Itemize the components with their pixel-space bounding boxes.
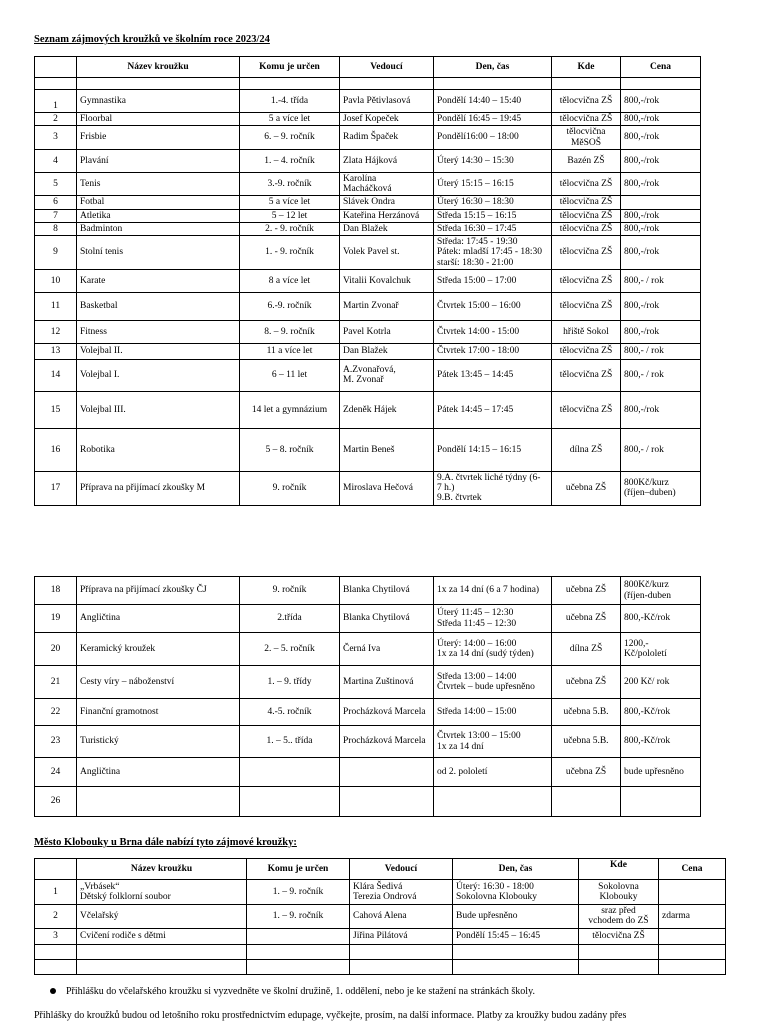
cell-leader: Dan Blažek [340, 343, 434, 359]
cell-club-name: Gymnastika [77, 90, 240, 113]
cell-place: tělocvična ZŠ [552, 391, 621, 428]
cell-audience: 2.třída [240, 605, 340, 633]
header-place: Kde [552, 57, 621, 78]
cell-club-name: Keramický kroužek [77, 633, 240, 666]
cell-club-name: Včelařský [77, 905, 247, 929]
cell-audience: 5 a více let [240, 113, 340, 126]
cell-day-time: Středa: 17:45 - 19:30 Pátek: mladší 17:45 - 18:30 starší: 18:30 - 21:00 [434, 236, 552, 270]
table-row [35, 343, 701, 359]
cell-leader: Martin Beneš [340, 428, 434, 471]
cell-row-number: 23 [35, 726, 77, 758]
cell-place: sraz před vchodem do ZŠ [579, 905, 659, 929]
cell-leader: Vitalii Kovalchuk [340, 269, 434, 292]
cell-row-number: 15 [35, 391, 77, 428]
cell-price: zdarma [659, 905, 726, 929]
cell-day-time [434, 787, 552, 817]
cell-audience: 1. – 9. ročník [247, 905, 350, 929]
cell-price: 800,- / rok [621, 343, 701, 359]
cell-price: 1200,- Kč/pololetí [621, 633, 701, 666]
cell-row-number: 14 [35, 359, 77, 391]
cell-price: 800,-/rok [621, 222, 701, 235]
cell-price: 800,-/rok [621, 391, 701, 428]
cell-day-time: Bude upřesněno [453, 905, 579, 929]
table-row [35, 928, 726, 944]
cell-price: 200 Kč/ rok [621, 666, 701, 699]
cell-audience: 1. - 9. ročník [240, 236, 340, 270]
cell-leader [350, 944, 453, 959]
cell-audience: 1. – 4. ročník [240, 149, 340, 172]
cell-place: tělocvična ZŠ [552, 209, 621, 222]
table-row [35, 209, 701, 222]
cell-price: 800,-/rok [621, 209, 701, 222]
cell-price: 800,- / rok [621, 269, 701, 292]
cell-audience [247, 959, 350, 974]
cell-place: tělocvična ZŠ [552, 292, 621, 320]
cell-club-name: Tenis [77, 172, 240, 196]
cell-club-name: Angličtina [77, 758, 240, 787]
table-row [35, 577, 701, 605]
cell-club-name: Volejbal III. [77, 391, 240, 428]
city-header-number [35, 859, 77, 880]
table-row [35, 269, 701, 292]
city-header-leader: Vedoucí [350, 859, 453, 880]
cell-audience: 6 – 11 let [240, 359, 340, 391]
table-row [35, 633, 701, 666]
city-header-audience: Komu je určen [247, 859, 350, 880]
table-row [35, 666, 701, 699]
cell-leader: Josef Kopeček [340, 113, 434, 126]
cell-day-time: Čtvrtek 15:00 – 16:00 [434, 292, 552, 320]
cell-place [552, 787, 621, 817]
cell-audience: 6. – 9. ročník [240, 126, 340, 150]
cell-price: 800,-/rok [621, 149, 701, 172]
cell-price [621, 787, 701, 817]
cell-audience: 3.-9. ročník [240, 172, 340, 196]
table-row [35, 90, 701, 113]
cell-leader: Kateřina Herzánová [340, 209, 434, 222]
cell-row-number: 6 [35, 196, 77, 209]
cell-leader: Blanka Chytilová [340, 577, 434, 605]
cell-club-name: Stolní tenis [77, 236, 240, 270]
cell-place [579, 944, 659, 959]
cell-price: 800,-Kč/rok [621, 605, 701, 633]
cell-club-name: Robotika [77, 428, 240, 471]
cell-day-time: Čtvrtek 13:00 – 15:00 1x za 14 dní [434, 726, 552, 758]
cell-place: tělocvična ZŠ [552, 113, 621, 126]
table-row [35, 320, 701, 343]
cell-leader: Procházková Marcela [340, 726, 434, 758]
table-row [35, 172, 701, 196]
cell-place: tělocvična ZŠ [552, 359, 621, 391]
cell-row-number [35, 959, 77, 974]
cell-place: tělocvična ZŠ [552, 90, 621, 113]
cell-club-name: Floorbal [77, 113, 240, 126]
note-beekeeping-text: Přihlášku do včelařského kroužku si vyzvedněte ve školní družině, 1. oddělení, nebo je ke stažení na stránkách školy. [66, 986, 535, 997]
cell-price: 800,-/rok [621, 172, 701, 196]
table-row [35, 222, 701, 235]
cell-row-number [35, 944, 77, 959]
cell-row-number: 11 [35, 292, 77, 320]
cell-place: učebna ZŠ [552, 758, 621, 787]
cell-club-name: Atletika [77, 209, 240, 222]
cell-price: 800,-/rok [621, 113, 701, 126]
table-row [35, 149, 701, 172]
cell-row-number: 8 [35, 222, 77, 235]
cell-place: tělocvična ZŠ [552, 196, 621, 209]
table-row [35, 391, 701, 428]
cell-audience: 5 a více let [240, 196, 340, 209]
cell-audience: 8 a více let [240, 269, 340, 292]
cell-place: tělocvična ZŠ [579, 928, 659, 944]
cell-audience: 2. – 5. ročník [240, 633, 340, 666]
table-row [35, 758, 701, 787]
cell-row-number: 1 [35, 90, 77, 113]
cell-row-number: 3 [35, 126, 77, 150]
cell-day-time: Úterý 15:15 – 16:15 [434, 172, 552, 196]
cell-leader: Cahová Alena [350, 905, 453, 929]
cell-day-time [453, 944, 579, 959]
cell-leader: Zlata Hájková [340, 149, 434, 172]
city-header-name: Název kroužku [77, 859, 247, 880]
cell-audience: 6.-9. ročník [240, 292, 340, 320]
cell-audience [247, 944, 350, 959]
cell-day-time: Pátek 13:45 – 14:45 [434, 359, 552, 391]
header-leader: Vedoucí [340, 57, 434, 78]
cell-row-number: 17 [35, 471, 77, 505]
cell-club-name: Příprava na přijímací zkoušky M [77, 471, 240, 505]
table-row [35, 126, 701, 150]
cell-row-number: 9 [35, 236, 77, 270]
table-row [35, 959, 726, 974]
cell-row-number: 1 [35, 880, 77, 905]
cell-place: dílna ZŠ [552, 633, 621, 666]
cell-audience [240, 787, 340, 817]
cell-row-number: 7 [35, 209, 77, 222]
cell-price: 800,- / rok [621, 428, 701, 471]
cell-row-number: 4 [35, 149, 77, 172]
cell-leader: A.Zvonařová, M. Zvonař [340, 359, 434, 391]
cell-price [659, 880, 726, 905]
cell-row-number: 2 [35, 905, 77, 929]
cell-row-number: 19 [35, 605, 77, 633]
cell-row-number: 3 [35, 928, 77, 944]
cell-audience: 5 – 12 let [240, 209, 340, 222]
cell-leader [340, 758, 434, 787]
cell-club-name [77, 787, 240, 817]
cell-place: tělocvična ZŠ [552, 236, 621, 270]
spacer-row [35, 78, 701, 90]
header-name: Název kroužku [77, 57, 240, 78]
cell-club-name [77, 944, 247, 959]
cell-place: učebna 5.B. [552, 726, 621, 758]
cell-leader: Volek Pavel st. [340, 236, 434, 270]
cell-price: 800,-/rok [621, 320, 701, 343]
cell-audience [240, 758, 340, 787]
bullet-icon [50, 988, 56, 994]
cell-price [621, 196, 701, 209]
cell-day-time: Úterý: 14:00 – 16:00 1x za 14 dní (sudý týden) [434, 633, 552, 666]
cell-row-number: 26 [35, 787, 77, 817]
cell-day-time: Středa 13:00 – 14:00 Čtvrtek – bude upřesněno [434, 666, 552, 699]
note-beekeeping [34, 986, 734, 997]
cell-price [659, 928, 726, 944]
cell-audience: 9. ročník [240, 471, 340, 505]
cell-day-time: Úterý 16:30 – 18:30 [434, 196, 552, 209]
cell-row-number: 22 [35, 699, 77, 726]
header-number [35, 57, 77, 78]
cell-place: učebna ZŠ [552, 605, 621, 633]
table-row [35, 428, 701, 471]
cell-day-time: Středa 14:00 – 15:00 [434, 699, 552, 726]
cell-leader: Zdeněk Hájek [340, 391, 434, 428]
cell-place: Bazén ZŠ [552, 149, 621, 172]
cell-place: tělocvična ZŠ [552, 222, 621, 235]
cell-audience [247, 928, 350, 944]
cell-price: 800,-/rok [621, 126, 701, 150]
cell-day-time: Středa 16:30 – 17:45 [434, 222, 552, 235]
table-row [35, 944, 726, 959]
page-title: Seznam zájmových kroužků ve školním roce 2023/24 [34, 34, 270, 45]
cell-place: učebna 5.B. [552, 699, 621, 726]
cell-place: tělocvična MěSOŠ [552, 126, 621, 150]
cell-audience: 5 – 8. ročník [240, 428, 340, 471]
cell-club-name: Turistický [77, 726, 240, 758]
cell-price: 800,- / rok [621, 359, 701, 391]
cell-row-number: 10 [35, 269, 77, 292]
cell-row-number: 20 [35, 633, 77, 666]
city-header-time: Den, čas [453, 859, 579, 880]
cell-club-name: Frisbie [77, 126, 240, 150]
cell-audience: 1.-4. třída [240, 90, 340, 113]
header-audience: Komu je určen [240, 57, 340, 78]
cell-leader: Dan Blažek [340, 222, 434, 235]
city-clubs-title: Město Klobouky u Brna dále nabízí tyto zájmové kroužky: [34, 837, 297, 848]
cell-price: 800Kč/kurz (říjen-duben [621, 577, 701, 605]
table-row [35, 292, 701, 320]
clubs-table-part1 [34, 56, 701, 506]
cell-row-number: 5 [35, 172, 77, 196]
cell-audience: 8. – 9. ročník [240, 320, 340, 343]
table-row [35, 787, 701, 817]
table-row [35, 880, 726, 905]
cell-day-time [453, 959, 579, 974]
cell-day-time: Úterý 11:45 – 12:30 Středa 11:45 – 12:30 [434, 605, 552, 633]
header-time: Den, čas [434, 57, 552, 78]
table-row [35, 699, 701, 726]
table-row [35, 605, 701, 633]
cell-club-name: „Vrbásek“ Dětský folklorní soubor [77, 880, 247, 905]
cell-place [579, 959, 659, 974]
cell-day-time: Středa 15:15 – 16:15 [434, 209, 552, 222]
cell-price [659, 959, 726, 974]
cell-row-number: 18 [35, 577, 77, 605]
cell-place: tělocvična ZŠ [552, 343, 621, 359]
cell-club-name: Fitness [77, 320, 240, 343]
cell-day-time: Pondělí 14:40 – 15:40 [434, 90, 552, 113]
cell-leader: Procházková Marcela [340, 699, 434, 726]
cell-price: bude upřesněno [621, 758, 701, 787]
cell-day-time: 1x za 14 dní (6 a 7 hodina) [434, 577, 552, 605]
cell-audience: 9. ročník [240, 577, 340, 605]
cell-leader: Pavla Pětivlasová [340, 90, 434, 113]
cell-row-number: 21 [35, 666, 77, 699]
cell-row-number: 16 [35, 428, 77, 471]
cell-day-time: 9.A. čtvrtek liché týdny (6- 7 h.) 9.B. čtvrtek [434, 471, 552, 505]
cell-row-number: 2 [35, 113, 77, 126]
cell-audience: 1. – 9. třídy [240, 666, 340, 699]
table-row [35, 471, 701, 505]
cell-club-name: Volejbal I. [77, 359, 240, 391]
cell-price [659, 944, 726, 959]
cell-leader: Pavel Kotrla [340, 320, 434, 343]
clubs-table-part2 [34, 576, 701, 817]
cell-place: tělocvična ZŠ [552, 269, 621, 292]
table-row [35, 236, 701, 270]
table-row [35, 359, 701, 391]
cell-audience: 2. - 9. ročník [240, 222, 340, 235]
city-table-header-row [35, 859, 726, 880]
cell-place: tělocvična ZŠ [552, 172, 621, 196]
cell-club-name: Karate [77, 269, 240, 292]
cell-price: 800,-/rok [621, 292, 701, 320]
cell-price: 800Kč/kurz (říjen–duben) [621, 471, 701, 505]
cell-leader: Martin Zvonař [340, 292, 434, 320]
cell-price: 800,-Kč/rok [621, 699, 701, 726]
cell-leader: Slávek Ondra [340, 196, 434, 209]
cell-day-time: Pondělí 15:45 – 16:45 [453, 928, 579, 944]
cell-leader: Karolína Macháčková [340, 172, 434, 196]
cell-place: hřiště Sokol [552, 320, 621, 343]
cell-club-name: Plavání [77, 149, 240, 172]
table-row [35, 905, 726, 929]
cell-price: 800,-/rok [621, 236, 701, 270]
cell-club-name [77, 959, 247, 974]
cell-club-name: Basketbal [77, 292, 240, 320]
cell-price: 800,-Kč/rok [621, 726, 701, 758]
cell-row-number: 24 [35, 758, 77, 787]
cell-price: 800,-/rok [621, 90, 701, 113]
cell-club-name: Příprava na přijímací zkoušky ČJ [77, 577, 240, 605]
cell-club-name: Badminton [77, 222, 240, 235]
cell-audience: 14 let a gymnázium [240, 391, 340, 428]
cell-day-time: Čtvrtek 14:00 - 15:00 [434, 320, 552, 343]
cell-day-time: Čtvrtek 17:00 - 18:00 [434, 343, 552, 359]
table-row [35, 726, 701, 758]
cell-row-number: 12 [35, 320, 77, 343]
cell-club-name: Cesty víry – náboženství [77, 666, 240, 699]
cell-day-time: Středa 15:00 – 17:00 [434, 269, 552, 292]
cell-day-time: Pondělí16:00 – 18:00 [434, 126, 552, 150]
city-clubs-table [34, 858, 726, 975]
cell-leader: Blanka Chytilová [340, 605, 434, 633]
cell-club-name: Cvičení rodiče s dětmi [77, 928, 247, 944]
cell-day-time: od 2. pololetí [434, 758, 552, 787]
note-registration: Přihlášky do kroužků budou od letošního roku prostřednictvím edupage, vyčkejte, prosím, na další informace. Platby za kroužky budou zadány přes [34, 1010, 627, 1021]
cell-audience: 1. – 9. ročník [247, 880, 350, 905]
cell-leader: Miroslava Hečová [340, 471, 434, 505]
cell-place: dílna ZŠ [552, 428, 621, 471]
cell-row-number: 13 [35, 343, 77, 359]
header-price: Cena [621, 57, 701, 78]
cell-day-time: Úterý 14:30 – 15:30 [434, 149, 552, 172]
cell-place: učebna ZŠ [552, 666, 621, 699]
table-header-row [35, 57, 701, 78]
cell-audience: 4.-5. ročník [240, 699, 340, 726]
cell-club-name: Finanční gramotnost [77, 699, 240, 726]
cell-day-time: Pondělí 14:15 – 16:15 [434, 428, 552, 471]
cell-place: učebna ZŠ [552, 471, 621, 505]
cell-leader: Černá Iva [340, 633, 434, 666]
table-row [35, 196, 701, 209]
cell-leader: Klára Šedivá Terezia Ondrová [350, 880, 453, 905]
cell-leader [340, 787, 434, 817]
cell-club-name: Fotbal [77, 196, 240, 209]
cell-leader: Martina Zuštinová [340, 666, 434, 699]
cell-club-name: Angličtina [77, 605, 240, 633]
city-header-place: Kde [579, 859, 659, 880]
cell-place: učebna ZŠ [552, 577, 621, 605]
cell-day-time: Úterý: 16:30 - 18:00 Sokolovna Klobouky [453, 880, 579, 905]
cell-place: Sokolovna Klobouky [579, 880, 659, 905]
cell-leader [350, 959, 453, 974]
city-header-price: Cena [659, 859, 726, 880]
cell-day-time: Pondělí 16:45 – 19:45 [434, 113, 552, 126]
table-row [35, 113, 701, 126]
cell-audience: 11 a více let [240, 343, 340, 359]
cell-leader: Radim Špaček [340, 126, 434, 150]
cell-leader: Jiřina Pilátová [350, 928, 453, 944]
cell-club-name: Volejbal II. [77, 343, 240, 359]
cell-audience: 1. – 5.. třída [240, 726, 340, 758]
cell-day-time: Pátek 14:45 – 17:45 [434, 391, 552, 428]
